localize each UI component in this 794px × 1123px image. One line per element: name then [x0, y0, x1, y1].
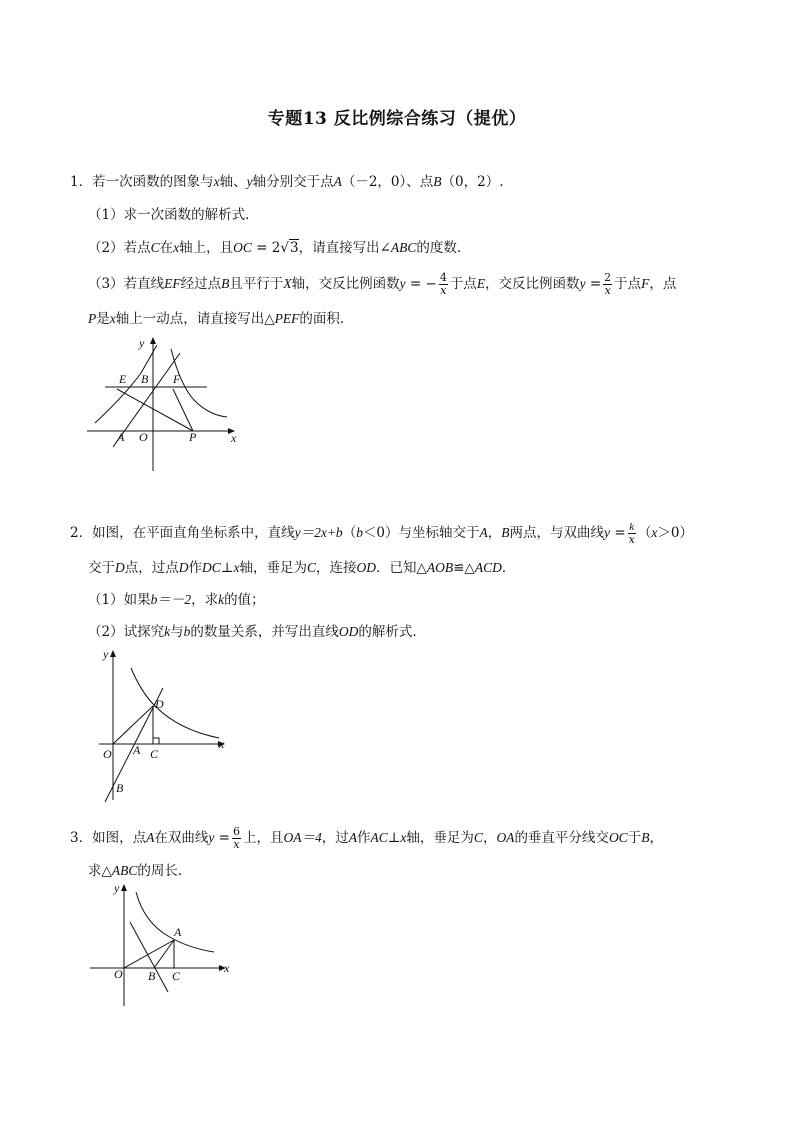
- q2-text: ，求: [191, 592, 219, 608]
- hyperbola: [131, 668, 219, 738]
- q2-text: （2）试探究: [88, 624, 165, 640]
- q2-text: 2．如图，在平面直角坐标系中，直线: [70, 525, 295, 541]
- fraction: [628, 521, 636, 546]
- q1-var: ABC: [390, 240, 417, 255]
- label-o: O: [114, 967, 123, 981]
- q1-text: = 2: [256, 240, 281, 256]
- q3-text: ，: [482, 830, 497, 846]
- q3-var: x: [400, 830, 407, 845]
- q2-text: ⊥: [220, 560, 234, 576]
- q1-text: （0，2）.: [441, 174, 504, 190]
- segment-oa: [124, 940, 174, 968]
- q1-var: x: [173, 240, 180, 255]
- q1-var: y: [579, 276, 586, 291]
- q3-text: 的周长．: [137, 863, 192, 879]
- q3-var: B: [641, 830, 650, 845]
- q1-var: OC: [233, 240, 252, 255]
- label-a: A: [174, 925, 182, 939]
- q3-text: 求△: [88, 863, 112, 879]
- q1-var: B: [221, 276, 230, 291]
- q2-var: D: [178, 560, 189, 575]
- label-b: B: [148, 969, 156, 983]
- q1-text: 的度数．: [416, 240, 471, 256]
- segment-ab: [154, 940, 174, 968]
- label-y: y: [103, 647, 109, 661]
- q2-text: 的解析式．: [358, 624, 426, 640]
- q1-text: （3）若直线: [88, 276, 165, 292]
- q2-text: 作: [188, 560, 202, 576]
- q1-var: EF: [164, 276, 181, 291]
- fraction-numerator: 4: [439, 271, 447, 284]
- fraction: [232, 826, 241, 851]
- label-d: D: [155, 697, 164, 711]
- label-x: x: [224, 961, 230, 975]
- q3-var: ABC: [111, 863, 138, 878]
- q1-var: y: [399, 276, 406, 291]
- q3-text: 轴，垂足为: [406, 830, 474, 846]
- q2-text: ．已知△: [375, 560, 427, 576]
- right-angle-mark: [153, 738, 159, 744]
- q2-var: DC: [202, 560, 221, 575]
- q2-text: ≌△: [453, 560, 475, 576]
- label-p: P: [189, 430, 197, 444]
- q2-var: D: [115, 560, 125, 575]
- q1-var: A: [333, 174, 342, 189]
- q3-text: 3．如图，点: [70, 830, 147, 846]
- q1-stem: [70, 172, 504, 192]
- q2-var: y: [604, 525, 611, 540]
- q2-var: x: [651, 525, 658, 540]
- q1-radicand: 3: [289, 240, 299, 256]
- q1-var: E: [476, 276, 486, 291]
- label-y: y: [114, 881, 120, 895]
- q2-figure: [95, 646, 235, 806]
- q3-var: A: [348, 830, 357, 845]
- q2-var: y＝2x+b: [294, 525, 343, 540]
- q1-text: 经过点: [180, 276, 222, 292]
- q3-text: 在双曲线: [154, 830, 209, 846]
- q2-text: （1）如果: [88, 592, 151, 608]
- q3-var: y: [208, 830, 215, 845]
- q1-text: 于点: [614, 276, 642, 292]
- q1-text: 轴上一动点，请直接写出△: [115, 311, 275, 327]
- q2-text: =: [614, 525, 626, 541]
- q2-text: ，连接: [315, 560, 357, 576]
- q3-var: OA: [496, 830, 515, 845]
- q1-text: 轴上，且: [179, 240, 234, 256]
- fraction-numerator: 6: [232, 825, 240, 838]
- q1-var: P: [88, 311, 97, 326]
- q2-text: 交于: [88, 560, 115, 576]
- q1-text: 轴，交反比例函数: [291, 276, 400, 292]
- label-a: A: [133, 743, 141, 757]
- q1-text: ，请直接写出∠: [298, 240, 391, 256]
- q1-part2: [88, 238, 470, 258]
- label-c: C: [150, 747, 159, 761]
- q2-var: B: [501, 525, 510, 540]
- q1-text: ，交反比例函数: [485, 276, 580, 292]
- q1-var: C: [150, 240, 160, 255]
- q1-var: y: [246, 174, 253, 189]
- segment-od: [113, 706, 153, 744]
- q1-part3-cont: [88, 309, 353, 329]
- label-b: B: [116, 781, 124, 795]
- fraction-denominator: x: [604, 284, 611, 297]
- q3-text: ，: [649, 830, 663, 846]
- q1-var: x: [213, 174, 220, 189]
- q1-text: 于点: [449, 276, 477, 292]
- fraction-denominator: x: [440, 284, 447, 297]
- q3-text: ⊥: [387, 830, 401, 846]
- q1-text: 1．若一次函数的图象与: [70, 174, 214, 190]
- sqrt-symbol: √3: [280, 240, 299, 256]
- q3-text: ，过: [321, 830, 349, 846]
- q2-var: k: [164, 624, 171, 639]
- q2-text: ，: [487, 525, 502, 541]
- q3-text: =: [218, 830, 230, 846]
- label-x: x: [231, 431, 237, 445]
- q1-var: x: [109, 311, 116, 326]
- q2-text: （: [637, 525, 652, 541]
- q1-text: 轴、: [219, 174, 247, 190]
- q1-var: F: [641, 276, 650, 291]
- q2-text: 的数量关系，并写出直线: [190, 624, 339, 640]
- q2-text: 轴，垂足为: [239, 560, 307, 576]
- q1-text: 轴分别交于点: [252, 174, 334, 190]
- q1-part1: （1）求一次函数的解析式．: [88, 207, 259, 223]
- page-title: 专题13 反比例综合练习（提优）: [267, 109, 527, 129]
- q2-text: （: [342, 525, 357, 541]
- q3-var: C: [473, 830, 483, 845]
- q3-stem-cont: [88, 861, 191, 881]
- q1-text: ，点: [649, 276, 677, 292]
- q2-var: OD: [356, 560, 376, 575]
- q3-stem: [70, 826, 663, 851]
- q2-text: ＜0）与坐标轴交于: [362, 525, 480, 541]
- q1-text: =: [589, 276, 602, 292]
- fraction-numerator: k: [629, 521, 635, 533]
- y-axis-arrow: [121, 884, 127, 891]
- q3-text: 作: [356, 830, 371, 846]
- y-axis-arrow: [110, 650, 116, 657]
- q2-var: b: [183, 624, 191, 639]
- q2-text: ．: [501, 560, 516, 576]
- fraction-denominator: x: [628, 533, 635, 546]
- fraction: [439, 272, 448, 297]
- q1-part3: [88, 272, 676, 297]
- q2-text: 的值；: [224, 592, 265, 608]
- q3-text: 上，且: [242, 830, 284, 846]
- hyperbola: [136, 892, 214, 952]
- fraction-numerator: 2: [604, 271, 612, 284]
- fraction: [603, 272, 612, 297]
- q3-text: 的垂直平分线交: [514, 830, 609, 846]
- label-e: E: [119, 372, 127, 386]
- label-y: y: [139, 336, 145, 350]
- y-axis-arrow: [150, 337, 156, 344]
- q2-var: b＝－2: [150, 592, 192, 607]
- label-f: F: [173, 372, 181, 386]
- q2-var: x: [233, 560, 240, 575]
- q2-text: 两点，与双曲线: [509, 525, 605, 541]
- q3-var: OC: [608, 830, 628, 845]
- label-b: B: [141, 372, 149, 386]
- label-o: O: [139, 430, 148, 444]
- q2-var: AOB: [426, 560, 454, 575]
- q1-text: = −: [409, 276, 437, 292]
- q3-var: A: [146, 830, 155, 845]
- q2-var: A: [479, 525, 488, 540]
- q1-text: 的面积．: [299, 311, 354, 327]
- q2-text: 与: [170, 624, 184, 640]
- q3-var: OA＝4: [283, 830, 322, 845]
- q3-var: AC: [370, 830, 388, 845]
- q2-var: C: [306, 560, 316, 575]
- q2-var: OD: [338, 624, 359, 639]
- q1-var: PEF: [274, 311, 300, 326]
- q2-stem: [70, 521, 693, 546]
- q1-var: B: [433, 174, 442, 189]
- q2-text: ＞0）: [657, 525, 693, 541]
- q1-text: （－2，0）、点: [341, 174, 434, 190]
- q2-var: k: [218, 592, 225, 607]
- label-a: A: [117, 430, 125, 444]
- q2-part1: [88, 590, 265, 610]
- q2-part2: [88, 622, 426, 642]
- q2-var: b: [356, 525, 363, 540]
- q1-var: X: [283, 276, 292, 291]
- q3-figure: [88, 880, 238, 1010]
- q1-text: 是: [96, 311, 110, 327]
- q1-figure: [85, 335, 245, 475]
- q2-text: 点，过点: [124, 560, 179, 576]
- q2-var: ACD: [474, 560, 502, 575]
- q1-text: 且平行于: [229, 276, 284, 292]
- q3-text: 于: [627, 830, 642, 846]
- q1-text: （2）若点: [88, 240, 151, 256]
- label-c: C: [172, 969, 181, 983]
- label-x: x: [219, 737, 225, 751]
- label-o: O: [103, 747, 112, 761]
- q2-stem-cont: [88, 558, 515, 578]
- q1-text: 在: [159, 240, 174, 256]
- fraction-denominator: x: [233, 838, 240, 851]
